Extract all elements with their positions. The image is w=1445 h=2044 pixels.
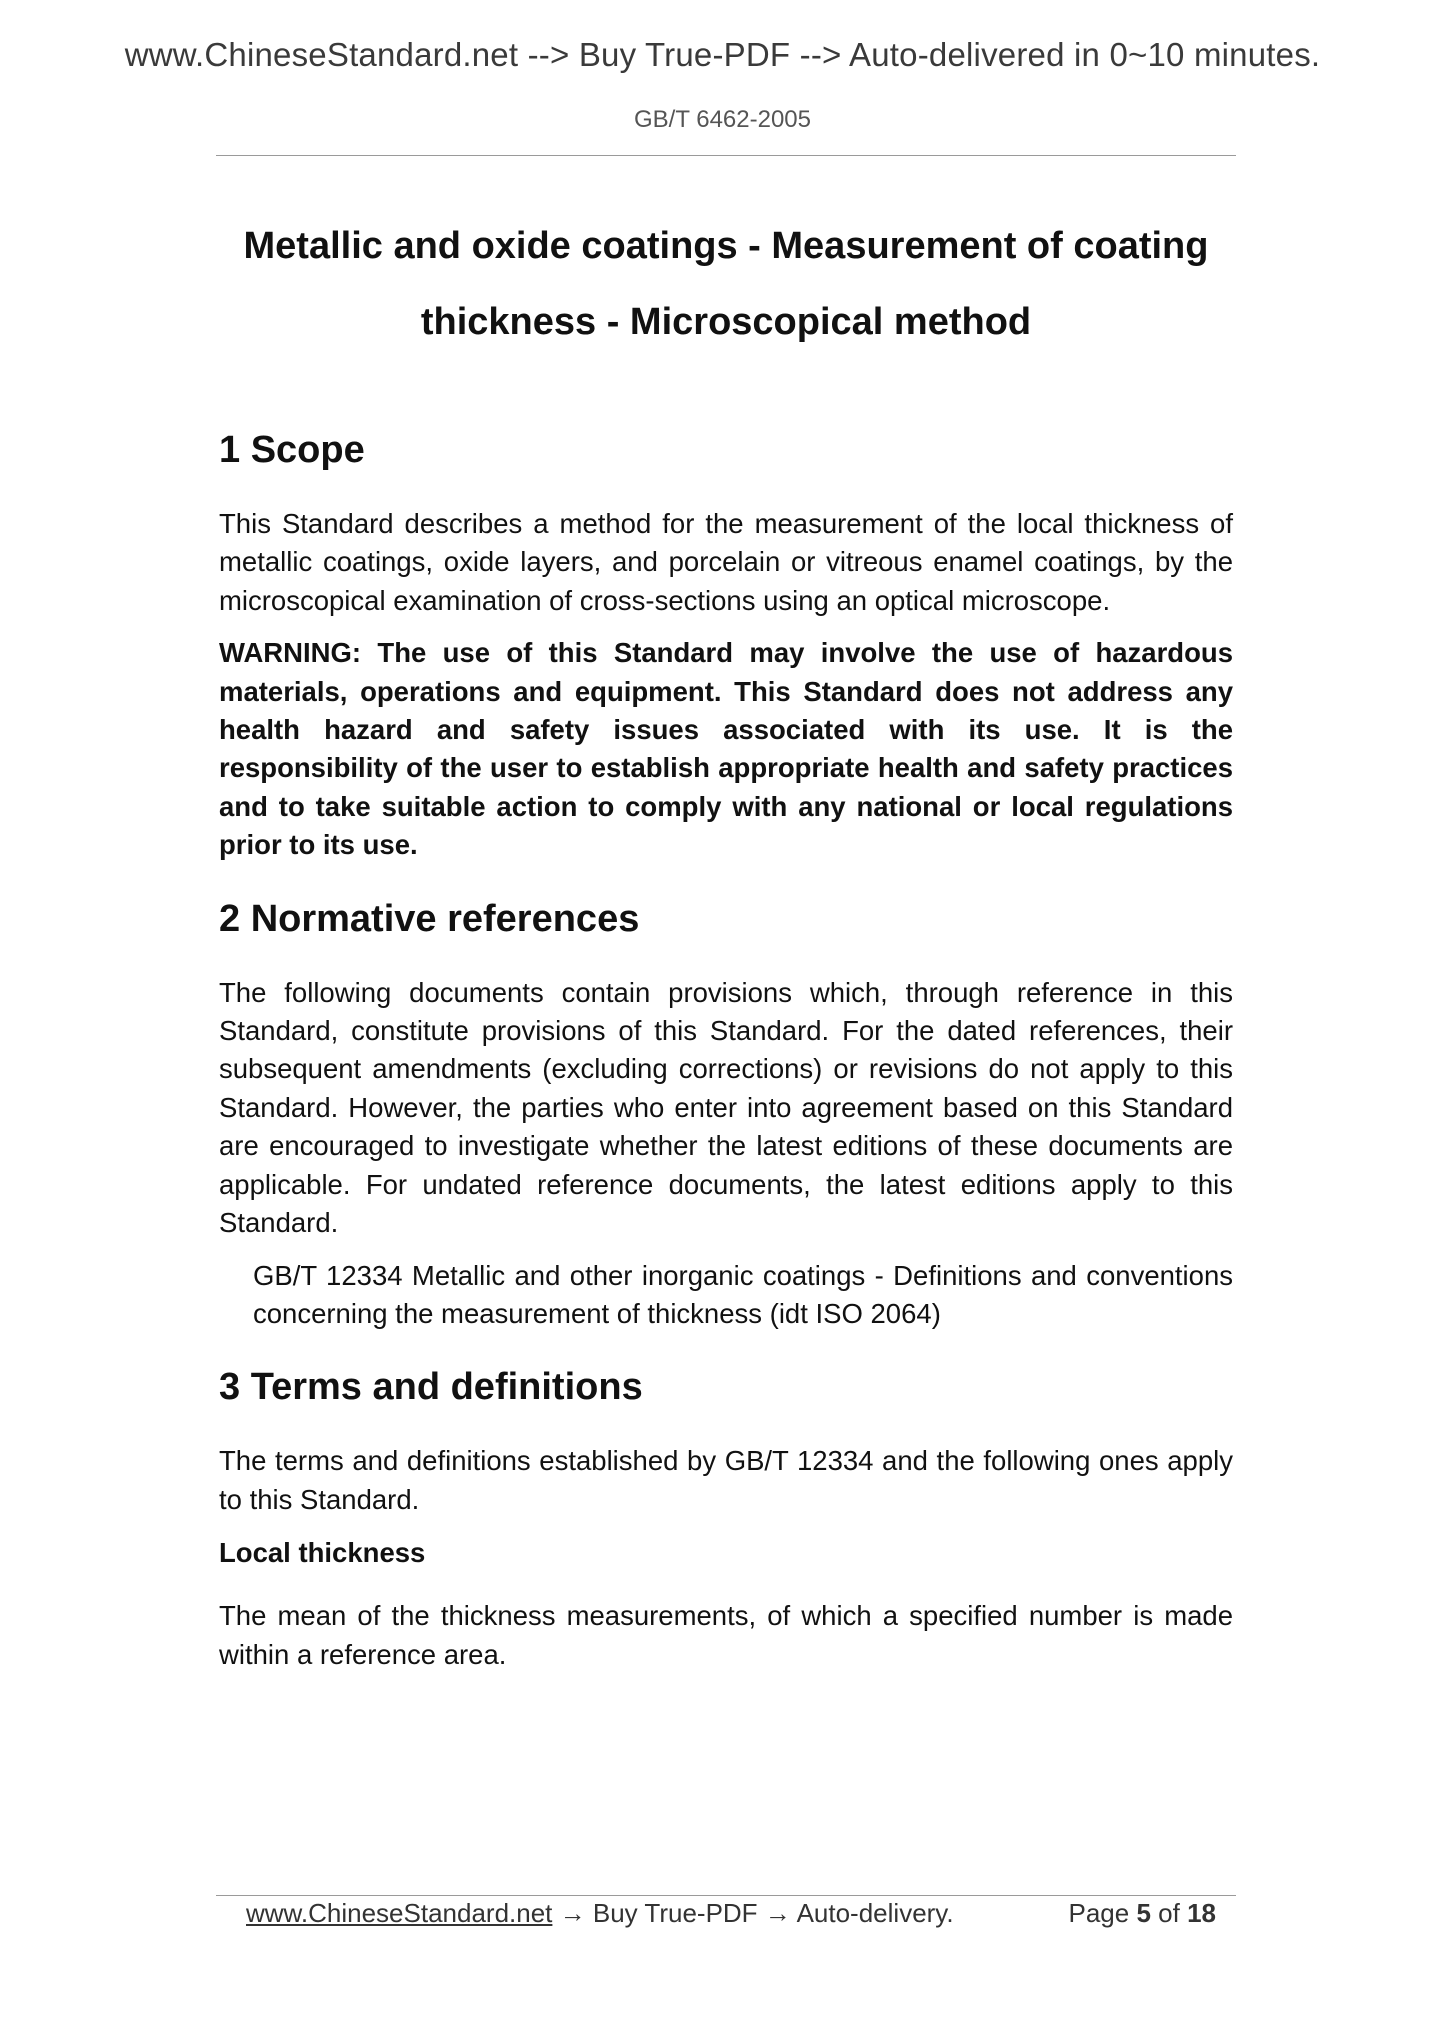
document-body <box>219 420 1233 1674</box>
section-heading-normative-references: 2 Normative references <box>219 897 640 940</box>
term-local-thickness: Local thickness <box>219 1537 426 1569</box>
terms-paragraph: The terms and definitions established by GB/T 12334 and the following ones apply to this Standard. <box>219 1445 1233 1515</box>
page-number <box>1068 1898 1216 1929</box>
footer-left <box>246 1898 954 1929</box>
page-of-label: of <box>1158 1898 1180 1928</box>
normative-reference-item: GB/T 12334 Metallic and other inorganic coatings - Definitions and conventions concerning the measurement of thickness (idt ISO 2064) <box>253 1259 1233 1329</box>
document-code: GB/T 6462-2005 <box>633 106 811 133</box>
title-line-1: Metallic and oxide coatings - Measurement of coating <box>243 225 1209 267</box>
header-divider <box>216 155 1236 156</box>
title-line-2: thickness - Microscopical method <box>420 301 1032 343</box>
page-label: Page <box>1068 1898 1130 1928</box>
section-heading-scope: 1 Scope <box>219 429 365 471</box>
page-current: 5 <box>1136 1898 1151 1928</box>
scope-paragraph: This Standard describes a method for the measurement of the local thickness of metallic coatings, oxide layers, and porcelain or vitreous enamel coatings, by the microscopical examination of cross-sections using an optical microscope. <box>219 508 1233 616</box>
page-total: 18 <box>1187 1898 1216 1928</box>
page-footer <box>246 1898 1216 1938</box>
section-heading-terms: 3 Terms and definitions <box>219 1366 643 1409</box>
normative-paragraph: The following documents contain provisions which, through reference in this Standard, constitute provisions of this Standard. For the dated references, their subsequent amendments (excluding corrections) or revisions do not apply to this Standard. However, the parties who enter into agreement based on this Standard are encouraged to investigate whether the latest editions of these documents are applicable. For undated reference documents, the latest editions apply to this Standard. <box>219 976 1233 1239</box>
footer-tagline: → Buy True-PDF → Auto-delivery. <box>552 1898 954 1928</box>
term-definition: The mean of the thickness measurements, of which a specified number is made within a reference area. <box>219 1600 1233 1670</box>
top-banner: www.ChineseStandard.net --> Buy True-PDF --> Auto-delivered in 0~10 minutes. <box>124 36 1321 73</box>
footer-divider <box>216 1895 1236 1896</box>
footer-website-link[interactable]: www.ChineseStandard.net <box>246 1898 553 1928</box>
document-title <box>216 208 1236 360</box>
warning-paragraph: WARNING: The use of this Standard may involve the use of hazardous materials, operations and equipment. This Standard does not address any health hazard and safety issues associated with its use. It is the responsibility of the user to establish appropriate health and safety practices and to take suitable action to comply with any national or local regulations prior to its use. <box>219 637 1233 861</box>
